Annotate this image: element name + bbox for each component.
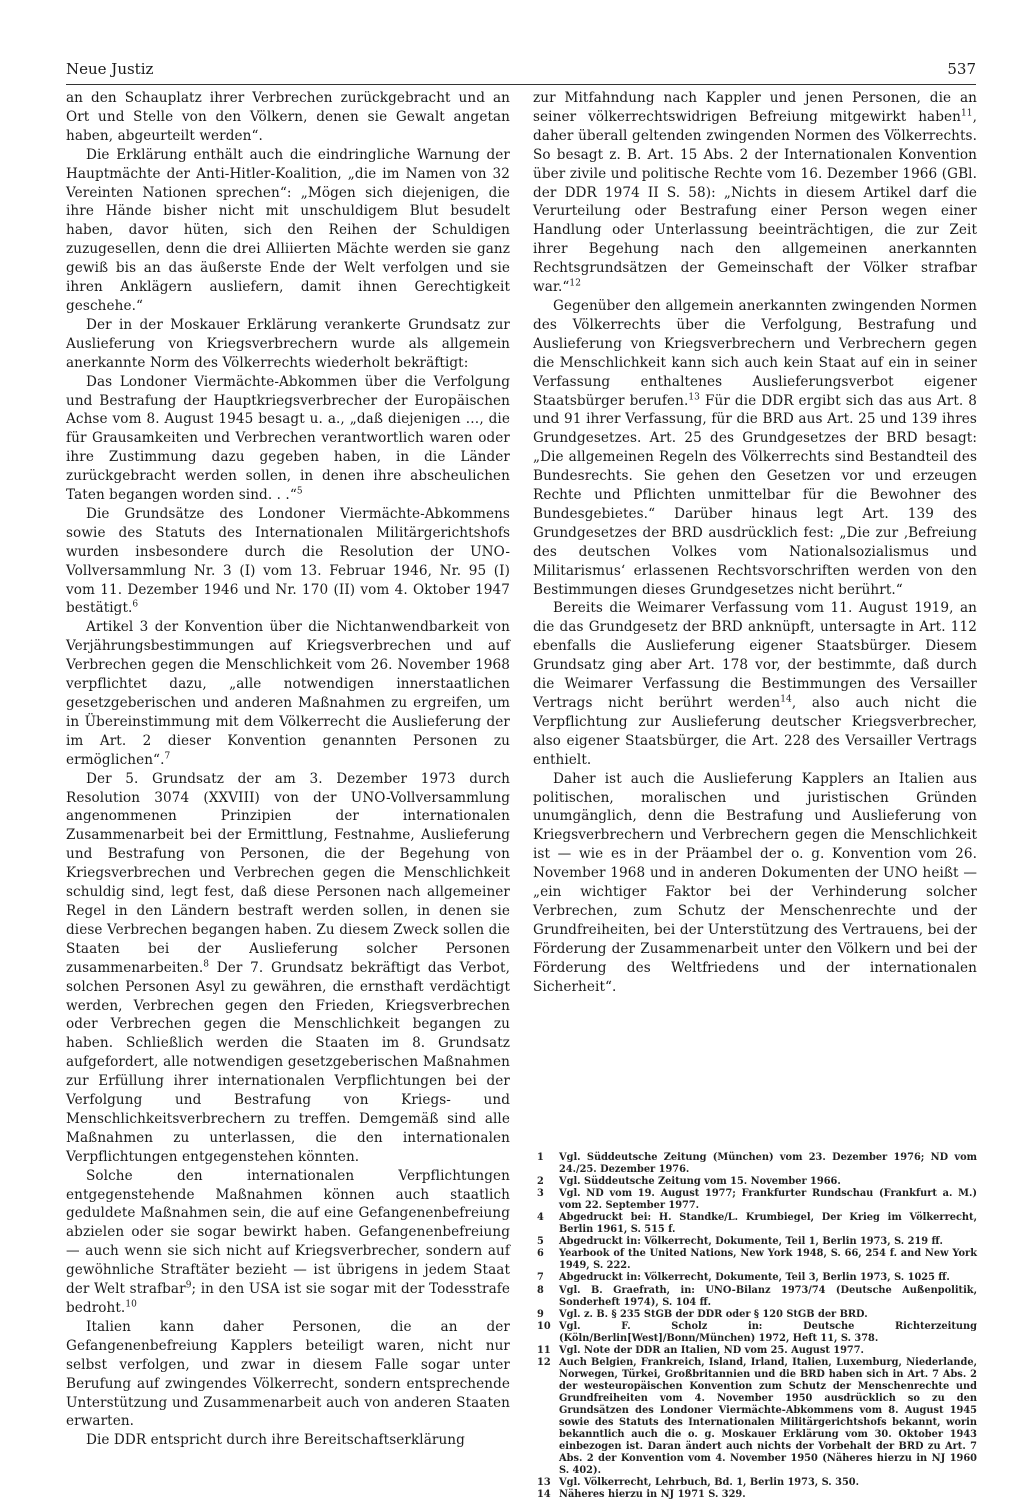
footnote-marker: 9 <box>185 1280 192 1291</box>
footnote <box>533 1152 977 1176</box>
paragraph <box>66 618 510 769</box>
paragraph-text: Artikel 3 der Konvention über die Nichtanwendbarkeit von Verjährungsbestimmungen auf Kriegsverbrechen und auf Verbrechen gegen die Menschlichkeit vom 26. November 1968 verpflichtet dazu, „alle notwendigen innerstaatlichen gesetzgeberischen und anderen Maßnahmen zu ergreifen, um in Übereinstimmung mit dem Völkerrecht die Auslieferung der im Art. 2 dieser Konvention genannten Personen zu ermöglichen“. <box>66 619 510 768</box>
paragraph-text: , also auch nicht die Verpflichtung zur Auslieferung deutscher Kriegsverbrecher, also eigener Staatsbürger, die Art. 228 des Versailler Vertrags enthielt. <box>533 695 977 768</box>
paragraph-text: Der in der Moskauer Erklärung verankerte Grundsatz zur Auslieferung von Kriegsverbrechern wurde als allgemein anerkannte Norm des Völkerrechts wiederholt bekräftigt: <box>66 316 510 371</box>
paragraph <box>66 770 510 1167</box>
paragraph-text: Der 5. Grundsatz der am 3. Dezember 1973 durch Resolution 3074 (XXVIII) von der UNO-Vollversammlung angenommenen Prinzipien der internationalen Zusammenarbeit bei der Ermittlung, Festnahme, Auslieferung und Bestrafung von Personen, die der Begehung von Kriegsverbrechen und Verbrechen gegen die Menschlichkeit schuldig sind, legt fest, daß diese Personen nach allgemeiner Regel in den Ländern bestraft werden sollen, in denen sie diese Verbrechen begangen haben. Zu diesem Zweck sollen die Staaten bei der Auslieferung solcher Personen zusammenarbeiten. <box>66 770 510 976</box>
paragraph-text: an den Schauplatz ihrer Verbrechen zurückgebracht und an Ort und Stelle von den Völkern, denen sie Gewalt angetan haben, abgeurteilt werden“. <box>66 90 510 144</box>
footnote <box>533 1477 977 1489</box>
footnote-number: 7 <box>537 1272 544 1284</box>
footnote-text: Abgedruckt in: Völkerrecht, Dokumente, Teil 3, Berlin 1973, S. 1025 ff. <box>559 1272 950 1284</box>
footnote <box>533 1309 977 1321</box>
journal-title: Neue Justiz <box>66 60 154 78</box>
paragraph <box>66 316 510 373</box>
footnote-marker: 8 <box>203 959 210 970</box>
paragraph <box>533 599 977 769</box>
footnote-number: 11 <box>537 1344 551 1356</box>
footnote <box>533 1176 977 1188</box>
paragraph-text: Die Erklärung enthält auch die eindringliche Warnung der Hauptmächte der Anti-Hitler-Koalition, „die im Namen von 32 Vereinten Nationen sprechen“: „Mögen sich diejenigen, die ihre Hände bisher nicht mit unschuldigem Blut besudelt haben, davor hüten, sich den Reihen der Schuldigen zuzugesellen, denn die drei Alliierten Mächte werden sie ganz gewiß bis an das äußerste Ende der Welt verfolgen und sie ihren Anklägern ausliefern, damit ihnen Gerechtigkeit geschehe.“ <box>66 146 510 314</box>
footnote-marker: 14 <box>780 694 792 705</box>
footnote-marker: 7 <box>164 751 171 762</box>
footnote-number: 8 <box>537 1284 544 1296</box>
paragraph-text: zur Mitfahndung nach Kappler und jenen Personen, die an seiner völkerrechtswidrigen Befreiung mitgewirkt haben <box>533 90 977 125</box>
footnote-number: 6 <box>537 1248 544 1260</box>
footnote-text: Abgedruckt in: Völkerrecht, Dokumente, Teil 1, Berlin 1973, S. 219 ff. <box>559 1236 943 1248</box>
footnote <box>533 1248 977 1272</box>
footnote-marker: 13 <box>688 391 700 402</box>
footnote <box>533 1489 977 1501</box>
paragraph-text: Daher ist auch die Auslieferung Kapplers an Italien aus politischen, moralischen und juristischen Gründen unumgänglich, denn die Bestrafung und Auslieferung von Kriegsverbrechern und Verbrechern gegen die Menschlichkeit ist — wie es in der Präambel der o. g. Konvention vom 26. November 1968 und in anderen Dokumenten der UNO heißt — „ein wichtiger Faktor bei der Verhinderung solcher Verbrechen, zum Schutz der Menschenrechte und der Grundfreiheiten, bei der Unterstützung des Vertrauens, bei der Förderung der Zusammenarbeit unter den Völkern und bei der Förderung des Weltfriedens und der internationalen Sicherheit“. <box>533 770 977 995</box>
paragraph <box>533 297 977 600</box>
paragraph <box>66 373 510 505</box>
footnote-number: 12 <box>537 1356 551 1368</box>
page-number: 537 <box>947 60 976 78</box>
paragraph-text: Bereits die Weimarer Verfassung vom 11. August 1919, an die das Grundgesetz der BRD anknüpft, untersagte in Art. 112 ebenfalls die Auslieferung eigener Staatsbürger. Diesem Grundsatz ging aber Art. 178 vor, der bestimmte, daß durch die Weimarer Verfassung die Bestimmungen des Versailler Vertrags nicht berührt werden <box>533 600 977 711</box>
running-header <box>66 60 976 82</box>
footnote <box>533 1345 977 1357</box>
footnote-number: 13 <box>537 1477 551 1489</box>
paragraph-text: Solche den internationalen Verpflichtungen entgegenstehende Maßnahmen können auch staatlich geduldete Maßnahmen sein, die auf eine Gefangenenbefreiung abzielen oder sie sogar bewirkt haben. Gefangenenbefreiung — auch wenn sie sich nicht auf Kriegsverbrecher, sondern auf gewöhnliche Straftäter bezieht — ist übrigens in jedem Staat der Welt strafbar <box>66 1167 510 1298</box>
footnote-text: Vgl. B. Graefrath, in: UNO-Bilanz 1973/74 (Deutsche Außenpolitik, Sonderheft 1974), S. 104 ff. <box>559 1284 977 1308</box>
footnote-text: Abgedruckt bei: H. Standke/L. Krumbiegel, Der Krieg im Völkerrecht, Berlin 1961, S. 515 f. <box>559 1212 977 1236</box>
footnote-marker: 12 <box>569 278 582 289</box>
footnote-number: 5 <box>537 1236 544 1248</box>
footnote <box>533 1212 977 1236</box>
footnote-number: 10 <box>537 1320 551 1332</box>
footnote-marker: 11 <box>960 108 973 119</box>
paragraph-text: Die DDR entspricht durch ihre Bereitschaftserklärung <box>86 1432 465 1449</box>
paragraph <box>66 1431 510 1450</box>
left-text-column <box>66 89 510 1450</box>
footnote-number: 4 <box>537 1212 544 1224</box>
footnote-text: Yearbook of the United Nations, New York 1948, S. 66, 254 f. and New York 1949, S. 222. <box>559 1248 977 1272</box>
footnote-text: Vgl. Süddeutsche Zeitung vom 15. November 1966. <box>559 1176 841 1188</box>
footnote <box>533 1357 977 1477</box>
paragraph <box>66 505 510 618</box>
paragraph-text: Italien kann daher Personen, die an der Gefangenenbefreiung Kapplers beteiligt waren, nicht nur selbst verfolgen, und zwar in diesem Falle sogar unter Berufung auf zwingendes Völkerrecht, sondern entsprechende Unterstützung und Zusammenarbeit auch von anderen Staaten erwarten. <box>66 1318 510 1430</box>
footnote <box>533 1285 977 1309</box>
footnote-number: 3 <box>537 1188 544 1200</box>
paragraph <box>66 1167 510 1318</box>
paragraph <box>533 89 977 297</box>
right-text-column <box>533 89 977 997</box>
paragraph-text: ; in den USA ist sie sogar mit der Todesstrafe bedroht. <box>66 1281 510 1316</box>
footnote-number: 2 <box>537 1176 544 1188</box>
footnote-text: Vgl. ND vom 19. August 1977; Frankfurter Rundschau (Frankfurt a. M.) vom 22. September 1977. <box>559 1188 977 1212</box>
paragraph-text: Gegenüber den allgemein anerkannten zwingenden Normen des Völkerrechts über die Verfolgung, Bestrafung und Auslieferung von Kriegsverbrechern und Verbrechern gegen die Menschlichkeit kann sich auch kein Staat auf ein in seiner Verfassung enthaltenes Auslieferungsverbot eigener Staatsbürger berufen. <box>533 297 977 409</box>
footnote-text: Vgl. Note der DDR an Italien, ND vom 25. August 1977. <box>559 1344 864 1356</box>
paragraph-text: Der 7. Grundsatz bekräftigt das Verbot, solchen Personen Asyl zu gewähren, die ernsthaft verdächtigt werden, Verbrechen gegen den Frieden, Kriegsverbrechen oder Verbrechen gegen die Menschlichkeit begangen zu haben. Schließlich werden die Staaten im 8. Grundsatz aufgefordert, alle notwendigen gesetzgeberischen Maßnahmen zur Erfüllung ihrer internationalen Verpflichtungen bei der Verfolgung und Bestrafung von Kriegs- und Menschlichkeitsverbrechern zu treffen. Demgemäß sind alle Maßnahmen zu unterlassen, die den internationalen Verpflichtungen entgegenstehen könnten. <box>66 959 510 1165</box>
footnote-text: Auch Belgien, Frankreich, Island, Irland, Italien, Luxemburg, Niederlande, Norwegen, Türkei, Großbritannien und die BRD haben sich in Art. 7 Abs. 2 der westeuropäischen Konvention zum Schutz der Menschenrechte und Grundfreiheiten vom 4. November 1950 ausdrücklich so zu den Grundsätzen des Londoner Viermächte-Abkommens vom 8. August 1945 sowie des Statuts des Internationalen Militärgerichtshofs bekannt, worin bekanntlich auch die o. g. Moskauer Erklärung vom 30. Oktober 1943 einbezogen ist. Daran ändert auch nichts der Vorbehalt der BRD zu Art. 7 Abs. 2 der Konvention vom 4. November 1950 (Näheres hierzu in NJ 1960 S. 402). <box>559 1356 977 1477</box>
footnotes <box>533 1152 977 1501</box>
footnote-text: Vgl. Süddeutsche Zeitung (München) vom 23. Dezember 1976; ND vom 24./25. Dezember 1976. <box>559 1152 977 1176</box>
paragraph <box>66 146 510 316</box>
paragraph <box>66 89 510 146</box>
paragraph <box>533 770 977 997</box>
footnote <box>533 1321 977 1345</box>
paragraph-text: , daher überall geltenden zwingenden Normen des Völkerrechts. So besagt z. B. Art. 15 Abs. 2 der Internationalen Konvention über zivile und politische Rechte vom 16. Dezember 1966 (GBl. der DDR 1974 II S. 58): „Nichts in diesem Artikel darf die Verurteilung oder Bestrafung einer Person wegen einer Handlung oder Unterlassung beeinträchtigen, die zur Zeit ihrer Begehung nach den allgemeinen anerkannten Rechtsgrundsätzen der Gemeinschaft der Völker strafbar war.“ <box>533 108 977 296</box>
footnote-marker: 5 <box>296 486 303 497</box>
footnote-marker: 10 <box>125 1299 137 1310</box>
footnote <box>533 1188 977 1212</box>
header-rule <box>66 84 976 85</box>
footnote-text: Näheres hierzu in NJ 1971 S. 329. <box>559 1489 746 1501</box>
paragraph-text: Die Grundsätze des Londoner Viermächte-Abkommens sowie des Statuts des Internationalen Militärgerichtshofs wurden insbesondere durch die Resolution der UNO-Vollversammlung Nr. 3 (I) vom 13. Februar 1946, Nr. 95 (I) vom 11. Dezember 1946 und Nr. 170 (II) vom 4. Oktober 1947 bestätigt. <box>66 505 510 617</box>
footnote-number: 9 <box>537 1308 544 1320</box>
footnote-number: 14 <box>537 1489 551 1501</box>
footnote-text: Vgl. F. Scholz in: Deutsche Richterzeitung (Köln/Berlin[West]/Bonn/München) 1972, Heft 11, S. 378. <box>559 1320 977 1344</box>
footnote <box>533 1236 977 1248</box>
footnote-number: 1 <box>537 1152 544 1163</box>
footnote-text: Vgl. Völkerrecht, Lehrbuch, Bd. 1, Berlin 1973, S. 350. <box>559 1477 859 1489</box>
footnote-marker: 6 <box>132 599 139 610</box>
paragraph-text: Das Londoner Viermächte-Abkommen über die Verfolgung und Bestrafung der Hauptkriegsverbrecher der Europäischen Achse vom 8. August 1945 besagt u. a., „daß diejenigen …, die für Grausamkeiten und Verbrechen verantwortlich waren oder ihre Zustimmung dazu gegeben haben, in die Länder zurückgebracht werden sollen, in denen ihre abscheulichen Taten begangen worden sind. . .“ <box>66 373 510 504</box>
footnote-text: Vgl. z. B. § 235 StGB der DDR oder § 120 StGB der BRD. <box>559 1308 868 1320</box>
paragraph-text: Für die DDR ergibt sich das aus Art. 8 und 91 ihrer Verfassung, für die BRD aus Art. 25 und 139 ihres Grundgesetzes. Art. 25 des Grundgesetzes der BRD besagt: „Die allgemeinen Regeln des Völkerrechts sind Bestandteil des Bundesrechts. Sie gehen den Gesetzen vor und erzeugen Rechte und Pflichten unmittelbar für die Bewohner des Bundesgebietes.“ Darüber hinaus legt Art. 139 des Grundgesetzes der BRD ausdrücklich fest: „Die zur ‚Befreiung des deutschen Volkes vom Nationalsozialismus und Militarismus‘ erlassenen Rechtsvorschriften werden von den Bestimmungen dieses Grundgesetzes nicht berührt.“ <box>533 392 977 598</box>
paragraph <box>66 1318 510 1431</box>
footnote <box>533 1272 977 1284</box>
